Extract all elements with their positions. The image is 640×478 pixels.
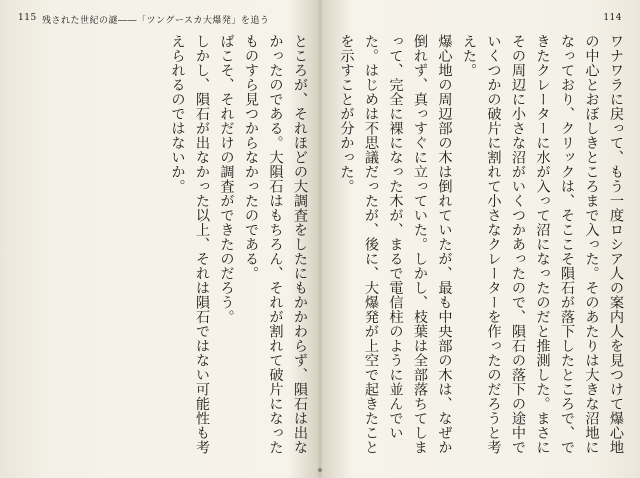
paragraph: ばこそ、それだけの調査ができたのだろう。 <box>218 34 235 324</box>
page-number: 114 <box>603 13 622 23</box>
body-text <box>12 34 312 462</box>
right-page <box>320 0 640 478</box>
paragraph: 爆心地の周辺部の木は倒れていたが、最も中央部の木は、なぜか倒れず、真っすぐに立っていた。しかし、枝葉は全部落ちてしまって、完全に裸になった木が、まるで電信柱のように並んでいた。はじめは不思議だったが、後に、大爆発が上空で起きたことを示すことが分かった。 <box>338 34 453 455</box>
running-head: 残された世紀の謎――「ツングースカ大爆発」を追う <box>42 16 270 26</box>
paragraph: しかし、隕石が出なかった以上、それは隕石ではない可能性も考えられるのではないか。 <box>169 34 210 455</box>
binding-mark <box>318 468 322 472</box>
page-number: 115 <box>18 13 37 23</box>
body-text <box>336 34 628 462</box>
paragraph: ところが、それほどの大調査をしたにもかかわらず、隕石は出なかったのである。大隕石はもちろん、それが割れて破片になったものすら見つからなかったのである。 <box>243 34 308 455</box>
paragraph: ワナワラに戻って、もう一度ロシア人の案内人を見つけて爆心地の中心とおぼしきところまで入った。そのあたりは大きな沼地になっており、クリックは、そここそ隕石が落下したところで、できたクレーターに水が入って沼になったのだと推測した。まさにその周辺に小さな沼がいくつかあったので、隕石の落下の途中でいくつかの破片に割れて小さなクレーターを作ったのだろうと考えた。 <box>461 34 624 455</box>
